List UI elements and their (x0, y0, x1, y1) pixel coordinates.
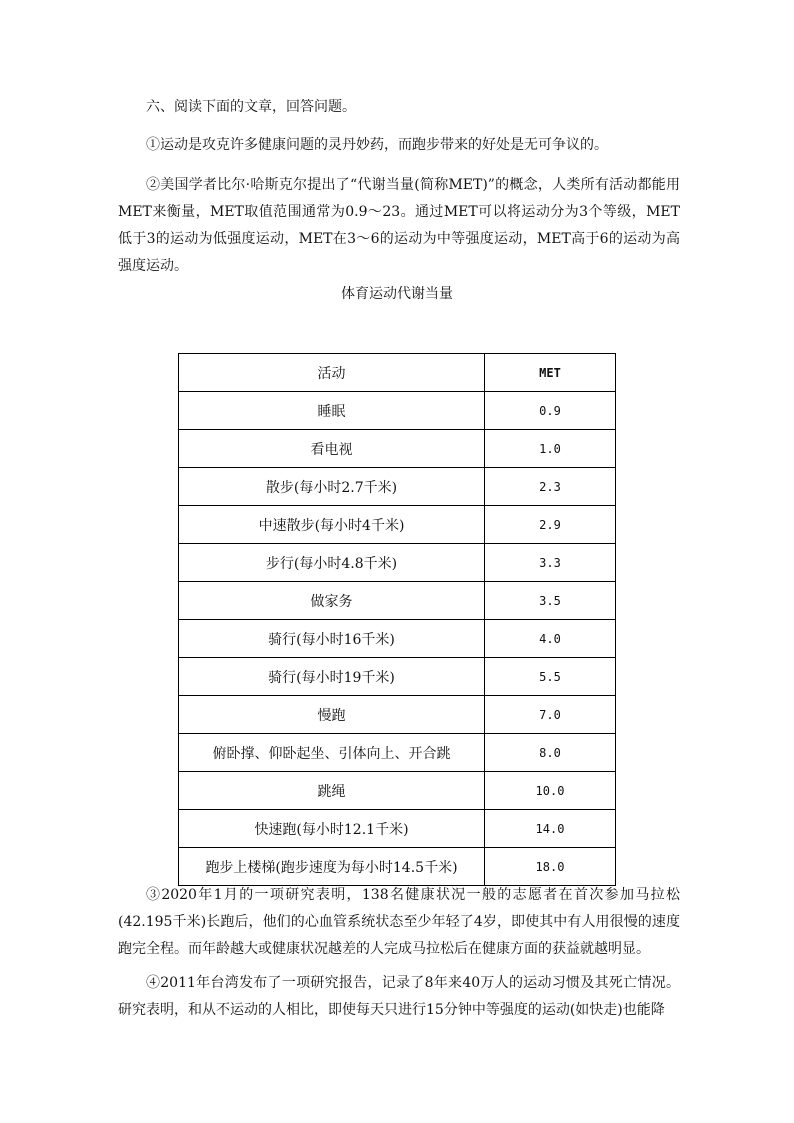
table-row (179, 810, 616, 848)
met-cell: 0.9 (485, 392, 616, 430)
activity-cell: 步行(每小时4.8千米) (179, 544, 485, 582)
paragraph-2: ②美国学者比尔·哈斯克尔提出了“代谢当量(简称MET)”的概念，人类所有活动都能用MET来衡量，MET取值范围通常为0.9～23。通过MET可以将运动分为3个等级，MET低于3的运动为低强度运动，MET在3～6的运动为中等强度运动，MET高于6的运动为高强度运动。 (118, 177, 680, 274)
met-cell: 3.5 (485, 582, 616, 620)
met-cell: 1.0 (485, 430, 616, 468)
activity-cell: 中速散步(每小时4千米) (179, 506, 485, 544)
activity-cell: 睡眠 (179, 392, 485, 430)
table-row (179, 772, 616, 810)
activity-cell: 慢跑 (179, 696, 485, 734)
activity-cell: 做家务 (179, 582, 485, 620)
met-cell: 5.5 (485, 658, 616, 696)
paragraph-3: ③2020年1月的一项研究表明，138名健康状况一般的志愿者在首次参加马拉松(42.195千米)长跑后，他们的心血管系统状态至少年轻了4岁，即使其中有人用很慢的速度跑完全程。而年龄越大或健康状况越差的人完成马拉松后在健康方面的获益就越明显。 (118, 887, 680, 957)
met-cell: 3.3 (485, 544, 616, 582)
activity-cell: 骑行(每小时19千米) (179, 658, 485, 696)
table-row (179, 582, 616, 620)
table-row (179, 506, 616, 544)
table-row (179, 658, 616, 696)
activity-cell: 散步(每小时2.7千米) (179, 468, 485, 506)
table-row (179, 848, 616, 886)
table-header-row (179, 354, 616, 392)
table-row (179, 696, 616, 734)
met-cell: 8.0 (485, 734, 616, 772)
table-caption: 体育运动代谢当量 (341, 286, 453, 302)
activity-cell: 快速跑(每小时12.1千米) (179, 810, 485, 848)
activity-cell: 跑步上楼梯(跑步速度为每小时14.5千米) (179, 848, 485, 886)
header-met: MET (485, 354, 616, 392)
table-row (179, 392, 616, 430)
activity-cell: 跳绳 (179, 772, 485, 810)
met-table (178, 353, 616, 886)
paragraph-1: ①运动是攻克许多健康问题的灵丹妙药，而跑步带来的好处是无可争议的。 (146, 137, 608, 153)
table-row (179, 430, 616, 468)
met-cell: 7.0 (485, 696, 616, 734)
paragraph-4: ④2011年台湾发布了一项研究报告，记录了8年来40万人的运动习惯及其死亡情况。研究表明，和从不运动的人相比，即使每天只进行15分钟中等强度的运动(如快走)也能降 (118, 975, 680, 1018)
header-activity: 活动 (179, 354, 485, 392)
met-cell: 4.0 (485, 620, 616, 658)
table-row (179, 620, 616, 658)
met-cell: 18.0 (485, 848, 616, 886)
activity-cell: 看电视 (179, 430, 485, 468)
table-row (179, 468, 616, 506)
section-heading: 六、阅读下面的文章，回答问题。 (146, 99, 356, 115)
table-row (179, 544, 616, 582)
met-cell: 2.3 (485, 468, 616, 506)
activity-cell: 俯卧撑、仰卧起坐、引体向上、开合跳 (179, 734, 485, 772)
table-row (179, 734, 616, 772)
met-cell: 14.0 (485, 810, 616, 848)
met-cell: 2.9 (485, 506, 616, 544)
activity-cell: 骑行(每小时16千米) (179, 620, 485, 658)
met-cell: 10.0 (485, 772, 616, 810)
